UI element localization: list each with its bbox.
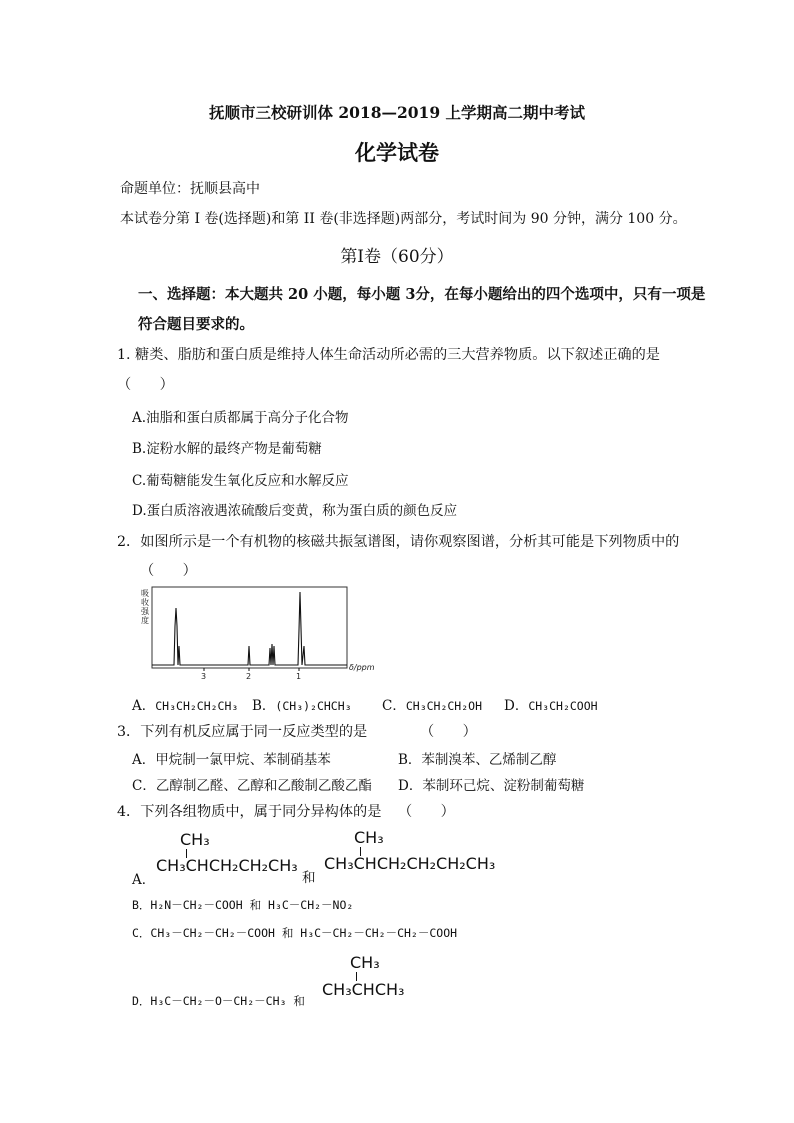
y-label-char: 收	[141, 598, 149, 607]
question-3-option-a: A．甲烷制一氯甲烷、苯制硝基苯	[132, 752, 331, 768]
x-tick-label: 3	[201, 672, 207, 680]
option-c-label: C．	[382, 698, 406, 714]
question-4-stem: 4．下列各组物质中，属于同分异构体的是	[117, 804, 382, 820]
question-2-option-d	[504, 694, 598, 714]
question-2-option-b	[252, 694, 352, 714]
option-a-formula: CH₃CH₂CH₂CH₃	[155, 699, 239, 713]
question-3-option-d: D．苯制环己烷、淀粉制葡萄糖	[398, 778, 585, 794]
section-heading-line2: 符合题目要求的。	[138, 316, 254, 333]
option-b-formula: (CH₃)₂CHCH₃	[275, 699, 352, 713]
question-3-paren: （ ）	[420, 724, 477, 740]
mol-a2-main: CH₃CHCH₂CH₂CH₂CH₃	[324, 854, 496, 873]
question-2-option-c	[382, 694, 482, 714]
question-4-option-a-and: 和	[302, 870, 316, 886]
mol-d-main: CH₃CHCH₃	[322, 980, 405, 999]
option-d-label: D．	[504, 698, 529, 714]
option-d-formula: CH₃CH₂COOH	[528, 699, 598, 713]
exam-intro: 本试卷分第 I 卷(选择题)和第 II 卷(非选择题)两部分，考试时间为 90 分钟，满分 100 分。	[120, 211, 687, 227]
y-label-char: 度	[141, 616, 149, 625]
question-1-paren: （ ）	[117, 377, 174, 393]
question-1-option-b: B.淀粉水解的最终产物是葡萄糖	[132, 441, 322, 457]
x-tick-label: 1	[296, 672, 302, 680]
subject-title: 化学试卷	[355, 140, 439, 165]
question-4-option-b: B．H₂N－CH₂－COOH 和 H₃C－CH₂－NO₂	[132, 898, 354, 912]
question-4-option-a-label: A．	[132, 872, 156, 888]
x-axis-label: δ/ppm	[349, 663, 375, 672]
option-b-label: B．	[252, 698, 276, 714]
question-2-option-a	[132, 694, 238, 714]
question-1-option-d: D.蛋白质溶液遇浓硫酸后变黄，称为蛋白质的颜色反应	[132, 503, 458, 519]
question-4-option-d-text: D．H₃C－CH₂－O－CH₂－CH₃ 和	[132, 994, 305, 1008]
mol-a2-branch: CH₃	[354, 828, 384, 847]
question-3-option-b: B．苯制溴苯、乙烯制乙醇	[398, 752, 557, 768]
question-2-paren: （ ）	[140, 563, 197, 579]
x-tick-label: 2	[246, 672, 252, 680]
y-label-char: 吸	[141, 589, 149, 598]
mol-a1-branch: CH₃	[180, 830, 210, 849]
question-1-option-a: A.油脂和蛋白质都属于高分子化合物	[132, 410, 349, 426]
author-unit: 命题单位：抚顺县高中	[120, 181, 260, 197]
option-a-label: A．	[132, 698, 156, 714]
mol-d-branch: CH₃	[350, 953, 380, 972]
question-3-stem: 3．下列有机反应属于同一反应类型的是	[117, 724, 368, 740]
y-label-char: 强	[141, 607, 149, 616]
spectrum-trace	[152, 592, 347, 665]
option-c-formula: CH₃CH₂CH₂OH	[405, 699, 483, 713]
nmr-spectrum-figure	[138, 586, 390, 680]
question-1-stem: 1. 糖类、脂肪和蛋白质是维持人体生命活动所必需的三大营养物质。以下叙述正确的是	[117, 347, 660, 363]
part-one-heading: 第Ⅰ卷（60分）	[340, 247, 454, 267]
question-4-option-c: C．CH₃－CH₂－CH₂－COOH 和 H₃C－CH₂－CH₂－CH₂－COOH	[132, 926, 458, 940]
question-2-stem: 2．如图所示是一个有机物的核磁共振氢谱图，请你观察图谱，分析其可能是下列物质中的	[117, 534, 680, 550]
question-4-paren: （ ）	[398, 804, 455, 820]
question-3-option-c: C．乙醇制乙醛、乙醇和乙酸制乙酸乙酯	[132, 778, 372, 794]
section-heading-line1: 一、选择题：本大题共 20 小题，每小题 3分，在每小题给出的四个选项中，只有一项是	[138, 286, 706, 303]
exam-title: 抚顺市三校研训体 2018—2019 上学期高二期中考试	[208, 103, 586, 122]
mol-a1-main: CH₃CHCH₂CH₂CH₃	[156, 856, 298, 875]
question-1-option-c: C.葡萄糖能发生氧化反应和水解反应	[132, 473, 349, 489]
